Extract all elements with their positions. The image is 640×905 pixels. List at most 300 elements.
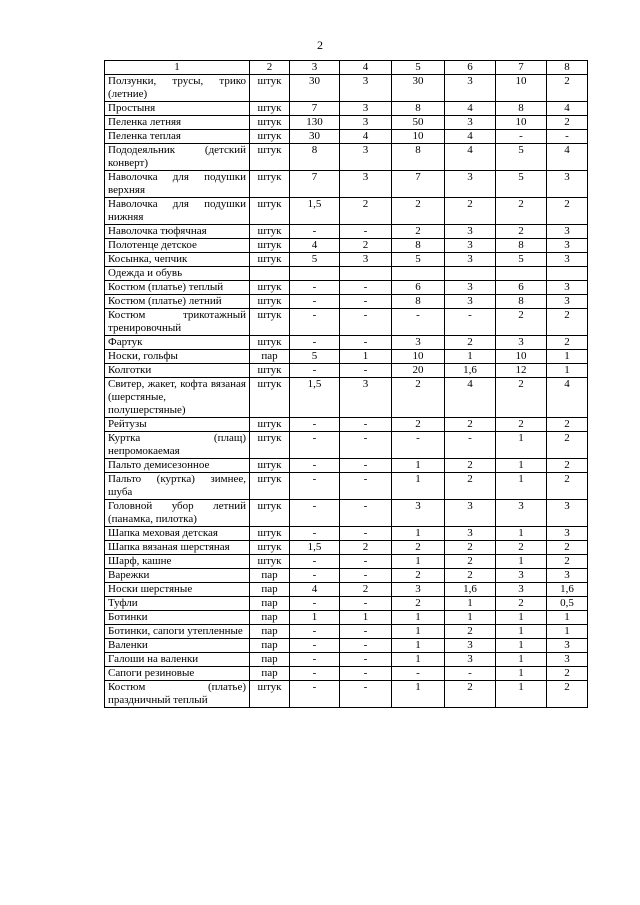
unit-cell: пар [250, 569, 290, 583]
table-row [105, 253, 588, 267]
value-cell: 2 [547, 681, 588, 708]
value-cell: 2 [496, 198, 547, 225]
value-cell: 8 [496, 295, 547, 309]
value-cell: 4 [547, 102, 588, 116]
item-name-cell: Варежки [105, 569, 250, 583]
value-cell: 2 [392, 569, 445, 583]
value-cell: 3 [445, 500, 496, 527]
value-cell: 1 [392, 639, 445, 653]
unit-cell: штук [250, 102, 290, 116]
table-row [105, 364, 588, 378]
value-cell: 2 [392, 225, 445, 239]
unit-cell: штук [250, 681, 290, 708]
value-cell: 5 [290, 350, 340, 364]
value-cell: - [340, 639, 392, 653]
item-name-cell: Носки, гольфы [105, 350, 250, 364]
value-cell: 3 [547, 253, 588, 267]
value-cell: - [290, 309, 340, 336]
value-cell: 2 [547, 75, 588, 102]
value-cell: 1 [496, 625, 547, 639]
value-cell: - [290, 681, 340, 708]
table-row [105, 171, 588, 198]
value-cell: 1,5 [290, 198, 340, 225]
item-name-cell: Головной убор летний (панамка, пилотка) [105, 500, 250, 527]
unit-cell: штук [250, 239, 290, 253]
table-row [105, 378, 588, 418]
value-cell: 1 [392, 625, 445, 639]
value-cell: 4 [445, 102, 496, 116]
value-cell: 3 [445, 527, 496, 541]
value-cell: 2 [445, 336, 496, 350]
table-row [105, 130, 588, 144]
table-row [105, 555, 588, 569]
item-name-cell: Наволочка для подушки верхняя [105, 171, 250, 198]
value-cell: 3 [340, 116, 392, 130]
table-row [105, 597, 588, 611]
item-name-cell: Шарф, кашне [105, 555, 250, 569]
table-row [105, 667, 588, 681]
value-cell: 3 [547, 295, 588, 309]
value-cell: - [340, 473, 392, 500]
value-cell: 4 [547, 378, 588, 418]
value-cell: - [290, 667, 340, 681]
item-name-cell: Колготки [105, 364, 250, 378]
value-cell: - [340, 555, 392, 569]
item-name-cell: Костюм (платье) летний [105, 295, 250, 309]
unit-cell: пар [250, 597, 290, 611]
column-header: 1 [105, 61, 250, 75]
value-cell: 2 [340, 583, 392, 597]
unit-cell: штук [250, 116, 290, 130]
value-cell: 1 [392, 555, 445, 569]
value-cell: 1,6 [445, 583, 496, 597]
value-cell: 2 [445, 569, 496, 583]
item-name-cell: Полотенце детское [105, 239, 250, 253]
unit-cell: штук [250, 295, 290, 309]
value-cell: 2 [547, 432, 588, 459]
value-cell: 4 [290, 239, 340, 253]
value-cell: 1,6 [547, 583, 588, 597]
unit-cell: штук [250, 527, 290, 541]
value-cell: 1 [445, 597, 496, 611]
value-cell: 3 [392, 500, 445, 527]
value-cell: 3 [392, 336, 445, 350]
table-row [105, 527, 588, 541]
value-cell: - [340, 336, 392, 350]
unit-cell: штук [250, 418, 290, 432]
value-cell: 3 [547, 639, 588, 653]
value-cell: 130 [290, 116, 340, 130]
value-cell: - [392, 309, 445, 336]
column-header: 4 [340, 61, 392, 75]
item-name-cell: Пальто демисезонное [105, 459, 250, 473]
item-name-cell: Костюм (платье) теплый [105, 281, 250, 295]
value-cell: - [290, 225, 340, 239]
table-header [105, 61, 588, 75]
item-name-cell: Ботинки [105, 611, 250, 625]
value-cell: 2 [547, 418, 588, 432]
column-header: 8 [547, 61, 588, 75]
value-cell: 3 [445, 75, 496, 102]
value-cell: 3 [392, 583, 445, 597]
table-row [105, 198, 588, 225]
item-name-cell: Сапоги резиновые [105, 667, 250, 681]
value-cell: - [445, 667, 496, 681]
value-cell: 2 [547, 667, 588, 681]
value-cell: 3 [340, 144, 392, 171]
value-cell: 2 [392, 597, 445, 611]
value-cell: 20 [392, 364, 445, 378]
value-cell: 2 [547, 541, 588, 555]
value-cell: 2 [496, 309, 547, 336]
value-cell: - [340, 667, 392, 681]
value-cell: 5 [496, 144, 547, 171]
value-cell: 3 [547, 569, 588, 583]
value-cell: 7 [290, 102, 340, 116]
value-cell: 2 [445, 555, 496, 569]
value-cell: 3 [547, 653, 588, 667]
value-cell: 10 [496, 75, 547, 102]
value-cell: - [445, 432, 496, 459]
item-name-cell: Шапка вязаная шерстяная [105, 541, 250, 555]
value-cell: - [340, 653, 392, 667]
value-cell: 3 [445, 295, 496, 309]
value-cell: 4 [445, 144, 496, 171]
value-cell: 3 [445, 253, 496, 267]
value-cell: - [290, 527, 340, 541]
item-name-cell: Пальто (куртка) зимнее, шуба [105, 473, 250, 500]
value-cell: 1 [496, 639, 547, 653]
item-name-cell: Пододеяльник (детский конверт) [105, 144, 250, 171]
unit-cell: штук [250, 459, 290, 473]
value-cell: 2 [392, 378, 445, 418]
unit-cell: пар [250, 350, 290, 364]
unit-cell: пар [250, 667, 290, 681]
value-cell: 2 [496, 378, 547, 418]
value-cell: - [392, 667, 445, 681]
value-cell: 3 [340, 253, 392, 267]
value-cell: 1,5 [290, 378, 340, 418]
value-cell: - [340, 625, 392, 639]
value-cell: 2 [496, 541, 547, 555]
table-row [105, 653, 588, 667]
value-cell: 3 [547, 225, 588, 239]
item-name-cell: Косынка, чепчик [105, 253, 250, 267]
value-cell: 3 [340, 102, 392, 116]
value-cell: 3 [445, 639, 496, 653]
value-cell: - [290, 653, 340, 667]
value-cell: 1 [496, 527, 547, 541]
value-cell: 1 [340, 611, 392, 625]
item-name-cell: Свитер, жакет, кофта вязаная (шерстяные, полушерстяные) [105, 378, 250, 418]
value-cell: 2 [340, 239, 392, 253]
table-row [105, 350, 588, 364]
value-cell: 1 [496, 667, 547, 681]
value-cell: 7 [392, 171, 445, 198]
unit-cell [250, 267, 290, 281]
table-body [105, 75, 588, 708]
value-cell: 2 [547, 336, 588, 350]
item-name-cell: Костюм (платье) праздничный теплый [105, 681, 250, 708]
unit-cell: штук [250, 198, 290, 225]
value-cell: - [290, 569, 340, 583]
table-row [105, 639, 588, 653]
value-cell: - [290, 639, 340, 653]
value-cell: 3 [547, 281, 588, 295]
value-cell: - [290, 555, 340, 569]
value-cell: 3 [496, 336, 547, 350]
value-cell: - [392, 432, 445, 459]
value-cell: 2 [445, 198, 496, 225]
item-name-cell: Костюм трикотажный тренировочный [105, 309, 250, 336]
value-cell [392, 267, 445, 281]
table-row [105, 309, 588, 336]
item-name-cell: Носки шерстяные [105, 583, 250, 597]
value-cell: 2 [445, 625, 496, 639]
table-row [105, 102, 588, 116]
unit-cell: штук [250, 171, 290, 198]
item-name-cell: Рейтузы [105, 418, 250, 432]
value-cell: 3 [445, 225, 496, 239]
unit-cell: штук [250, 281, 290, 295]
value-cell [290, 267, 340, 281]
value-cell: 3 [547, 171, 588, 198]
value-cell: - [340, 295, 392, 309]
table-row [105, 583, 588, 597]
value-cell [340, 267, 392, 281]
value-cell: 2 [547, 555, 588, 569]
item-name-cell: Пеленка летняя [105, 116, 250, 130]
value-cell: 10 [392, 350, 445, 364]
value-cell: - [340, 432, 392, 459]
value-cell: 8 [392, 295, 445, 309]
value-cell: - [340, 459, 392, 473]
value-cell: 2 [445, 681, 496, 708]
value-cell: - [340, 281, 392, 295]
value-cell: 2 [547, 116, 588, 130]
value-cell: 50 [392, 116, 445, 130]
unit-cell: пар [250, 625, 290, 639]
table-row [105, 541, 588, 555]
unit-cell: штук [250, 364, 290, 378]
unit-cell: штук [250, 432, 290, 459]
value-cell: 2 [547, 473, 588, 500]
value-cell: - [290, 597, 340, 611]
table-row [105, 75, 588, 102]
unit-cell: пар [250, 611, 290, 625]
value-cell: 10 [392, 130, 445, 144]
table-row [105, 418, 588, 432]
value-cell: 2 [496, 418, 547, 432]
value-cell: - [290, 418, 340, 432]
value-cell: 10 [496, 116, 547, 130]
value-cell: 3 [547, 500, 588, 527]
value-cell: 1 [392, 459, 445, 473]
value-cell: - [340, 225, 392, 239]
value-cell: - [340, 569, 392, 583]
item-name-cell: Шапка меховая детская [105, 527, 250, 541]
table-row [105, 295, 588, 309]
unit-cell: штук [250, 130, 290, 144]
unit-cell: пар [250, 583, 290, 597]
value-cell: 3 [496, 569, 547, 583]
value-cell [496, 267, 547, 281]
value-cell: 2 [496, 225, 547, 239]
unit-cell: пар [250, 639, 290, 653]
value-cell: - [290, 459, 340, 473]
table-row [105, 473, 588, 500]
table-row [105, 500, 588, 527]
value-cell: 30 [392, 75, 445, 102]
item-name-cell: Валенки [105, 639, 250, 653]
table-row [105, 611, 588, 625]
item-name-cell: Ботинки, сапоги утепленные [105, 625, 250, 639]
value-cell: 30 [290, 130, 340, 144]
unit-cell: штук [250, 378, 290, 418]
value-cell: - [340, 527, 392, 541]
value-cell: 3 [340, 75, 392, 102]
value-cell: 1 [392, 653, 445, 667]
unit-cell: штук [250, 500, 290, 527]
value-cell: 1 [496, 459, 547, 473]
value-cell: 1 [496, 555, 547, 569]
value-cell: 1 [496, 473, 547, 500]
value-cell: 3 [445, 239, 496, 253]
value-cell: - [340, 597, 392, 611]
value-cell: 1 [392, 527, 445, 541]
value-cell: 6 [392, 281, 445, 295]
value-cell: 2 [340, 198, 392, 225]
value-cell [547, 267, 588, 281]
table-row [105, 681, 588, 708]
value-cell: 8 [496, 239, 547, 253]
value-cell: 4 [445, 378, 496, 418]
table-row [105, 267, 588, 281]
value-cell: - [445, 309, 496, 336]
page-number: 2 [317, 38, 323, 52]
value-cell: - [290, 281, 340, 295]
column-header: 5 [392, 61, 445, 75]
table-row [105, 569, 588, 583]
value-cell: 10 [496, 350, 547, 364]
item-name-cell: Пеленка теплая [105, 130, 250, 144]
value-cell: 1 [392, 611, 445, 625]
column-header: 3 [290, 61, 340, 75]
value-cell: 2 [445, 473, 496, 500]
unit-cell: штук [250, 555, 290, 569]
value-cell: - [290, 336, 340, 350]
value-cell: 8 [392, 144, 445, 171]
value-cell: 1 [340, 350, 392, 364]
unit-cell: штук [250, 75, 290, 102]
item-name-cell: Туфли [105, 597, 250, 611]
value-cell: 5 [290, 253, 340, 267]
value-cell: - [547, 130, 588, 144]
value-cell: 8 [392, 239, 445, 253]
value-cell: - [290, 625, 340, 639]
value-cell: 1 [445, 611, 496, 625]
value-cell: 3 [445, 653, 496, 667]
item-name-cell: Фартук [105, 336, 250, 350]
table-row [105, 144, 588, 171]
value-cell: - [290, 295, 340, 309]
value-cell: 1 [547, 350, 588, 364]
value-cell: 2 [445, 418, 496, 432]
value-cell: 5 [496, 171, 547, 198]
value-cell: 2 [392, 541, 445, 555]
value-cell: 2 [547, 459, 588, 473]
table-row [105, 116, 588, 130]
item-name-cell: Одежда и обувь [105, 267, 250, 281]
value-cell: 2 [340, 541, 392, 555]
item-name-cell: Наволочка для подушки нижняя [105, 198, 250, 225]
value-cell: 1 [445, 350, 496, 364]
unit-cell: штук [250, 336, 290, 350]
value-cell: 1 [392, 473, 445, 500]
value-cell: 1 [547, 611, 588, 625]
value-cell: 1 [392, 681, 445, 708]
item-name-cell: Наволочка тюфячная [105, 225, 250, 239]
value-cell: 3 [496, 583, 547, 597]
unit-cell: штук [250, 225, 290, 239]
value-cell: 1 [496, 432, 547, 459]
item-name-cell: Куртка (плащ) непромокаемая [105, 432, 250, 459]
column-header: 7 [496, 61, 547, 75]
unit-cell: штук [250, 541, 290, 555]
value-cell: 3 [340, 378, 392, 418]
value-cell: 8 [496, 102, 547, 116]
value-cell: 1 [496, 653, 547, 667]
value-cell: - [290, 500, 340, 527]
column-header: 2 [250, 61, 290, 75]
value-cell: 1 [496, 611, 547, 625]
item-name-cell: Простыня [105, 102, 250, 116]
unit-cell: штук [250, 253, 290, 267]
value-cell: 3 [445, 281, 496, 295]
value-cell: 8 [392, 102, 445, 116]
value-cell: 30 [290, 75, 340, 102]
unit-cell: штук [250, 473, 290, 500]
table-row [105, 281, 588, 295]
unit-cell: штук [250, 144, 290, 171]
value-cell: 3 [547, 527, 588, 541]
table-row [105, 239, 588, 253]
column-header: 6 [445, 61, 496, 75]
value-cell: 4 [340, 130, 392, 144]
unit-cell: пар [250, 653, 290, 667]
value-cell: 8 [290, 144, 340, 171]
table-row [105, 432, 588, 459]
table-row [105, 336, 588, 350]
value-cell: 5 [392, 253, 445, 267]
value-cell: - [290, 473, 340, 500]
value-cell: 12 [496, 364, 547, 378]
table-row [105, 459, 588, 473]
value-cell: 1 [290, 611, 340, 625]
value-cell: 2 [547, 198, 588, 225]
value-cell: - [290, 432, 340, 459]
value-cell: 2 [392, 198, 445, 225]
value-cell: 1,6 [445, 364, 496, 378]
value-cell: 2 [392, 418, 445, 432]
value-cell: 3 [445, 116, 496, 130]
value-cell: 1 [496, 681, 547, 708]
header-row [105, 61, 588, 75]
value-cell [445, 267, 496, 281]
value-cell: 0,5 [547, 597, 588, 611]
value-cell: 7 [290, 171, 340, 198]
value-cell: 1 [547, 625, 588, 639]
